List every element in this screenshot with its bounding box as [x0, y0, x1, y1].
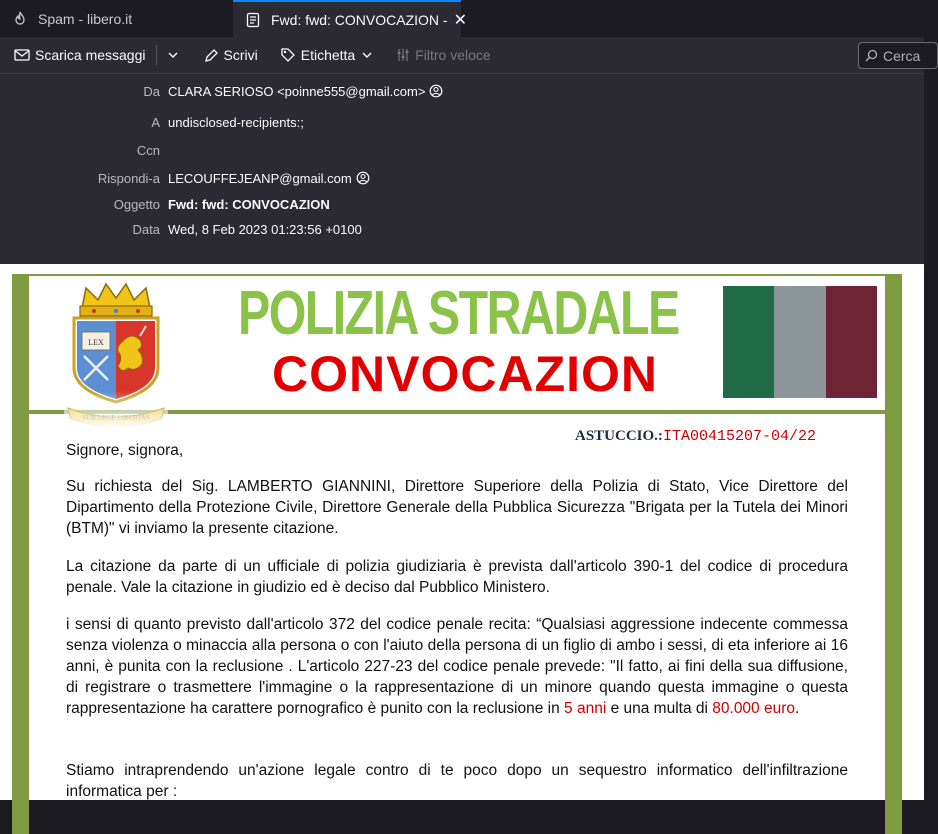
pencil-icon — [204, 48, 219, 63]
header-date-row — [0, 218, 924, 240]
subject-value: Fwd: fwd: CONVOCAZION — [168, 196, 330, 212]
reference-label: ASTUCCIO.: — [575, 428, 663, 444]
chevron-down-icon — [167, 49, 179, 61]
police-emblem-icon — [64, 280, 168, 428]
to-label: A — [151, 114, 160, 130]
paragraph-3-text: i sensi di quanto previsto dall'articolo 372 del codice penale recita: “Qualsiasi aggressione indecente commessa senza violenza o minaccia alla persona o con l'aiuto della persona di un figlio di ambo i sessi, di eta inferiore ai 16 anni, è punita con la reclusione . L'articolo 227-23 del codice penale prevede: "Il fatto, ai fini della sua diffusione, di registrare o trasmettere l'immagine o la rappresentazione di un minore quando questa immagine o questa rappresentazione ha carattere pornografico è punito con la reclusione in — [66, 616, 848, 717]
flag-stripe — [774, 286, 825, 398]
tab-bar — [0, 0, 924, 37]
flag-stripe — [826, 286, 877, 398]
get-messages-dropdown[interactable] — [161, 41, 190, 69]
header-reply-row — [0, 167, 924, 189]
from-value[interactable] — [168, 84, 443, 99]
message-toolbar — [0, 37, 924, 74]
banner-subtitle: CONVOCAZION — [272, 346, 658, 402]
greeting: Signore, signora, — [66, 442, 184, 459]
banner-title: POLIZIA STRADALE — [238, 279, 679, 348]
subject-label: Oggetto — [113, 196, 160, 212]
to-value[interactable]: undisclosed-recipients:; — [168, 114, 304, 130]
from-address[interactable]: CLARA SERIOSO <poinne555@gmail.com> — [168, 83, 426, 99]
tab-spam[interactable] — [0, 0, 233, 37]
close-icon[interactable]: ✕ — [453, 11, 467, 29]
get-messages-label: Scarica messaggi — [35, 47, 146, 63]
paragraph-1: Su richiesta del Sig. LAMBERTO GIANNINI, Direttore Superiore della Polizia di Stato, Vice Direttore del Dipartimento della Protezione Civile, Direttore Generale della Pubblica Sicurezza "Brigata per la Tutela dei Minori (BTM)" vi inviamo la presente citazione. — [66, 478, 848, 537]
search-placeholder: Cerca — [883, 47, 921, 64]
date-label: Data — [132, 221, 160, 237]
penalty-fine: 80.000 euro — [712, 700, 796, 717]
reply-to-label: Rispondi-a — [97, 170, 160, 186]
cc-label: Ccn — [136, 142, 160, 158]
flame-icon — [12, 11, 28, 27]
paragraph-3 — [66, 614, 848, 719]
tag-icon — [280, 47, 296, 63]
italian-flag — [723, 286, 877, 398]
header-cc-row — [0, 139, 924, 161]
paragraph-3-text: e una multa di — [606, 700, 713, 717]
tag-label: Etichetta — [300, 47, 356, 63]
reply-to-value[interactable] — [168, 171, 370, 186]
paragraph-4: Stiamo intraprendendo un'azione legale contro di te poco dopo un sequestro informatico dell'infiltrazione informatica per : — [66, 762, 848, 800]
search-icon — [865, 49, 878, 62]
paragraph-3-text: . — [795, 700, 800, 717]
header-subject-row — [0, 193, 924, 215]
contact-icon[interactable] — [356, 171, 370, 185]
message-body — [0, 264, 924, 800]
toolbar-divider — [156, 45, 157, 65]
tab-message[interactable] — [233, 0, 467, 37]
filter-icon — [396, 48, 410, 62]
date-value: Wed, 8 Feb 2023 01:23:56 +0100 — [168, 221, 362, 237]
paragraph-2: La citazione da parte di un ufficiale di polizia giudiziaria è prevista dall'articolo 390-1 del codice di procedura penale. Vale la citazione in giudizio ed è deciso dal Pubblico Ministero. — [66, 558, 848, 596]
write-button[interactable] — [198, 41, 264, 69]
message-header — [0, 74, 924, 264]
header-from-row — [0, 80, 924, 102]
contact-icon[interactable] — [429, 84, 443, 98]
tab-title: Fwd: fwd: CONVOCAZION - — [271, 11, 448, 28]
envelope-icon — [14, 48, 30, 62]
quick-filter-button[interactable] — [390, 41, 496, 69]
write-label: Scrivi — [223, 47, 258, 63]
header-to-row — [0, 111, 924, 133]
from-label: Da — [143, 83, 160, 99]
tag-button[interactable] — [274, 41, 384, 69]
reply-to-address[interactable]: LECOUFFEJEANP@gmail.com — [168, 170, 352, 186]
search-input[interactable] — [858, 42, 938, 69]
quick-filter-label: Filtro veloce — [415, 47, 491, 63]
chevron-down-icon — [361, 49, 373, 61]
reference-code: ITA00415207-04/22 — [662, 428, 816, 445]
tab-title: Spam - libero.it — [38, 10, 133, 27]
get-messages-button[interactable] — [8, 41, 152, 69]
penalty-years: 5 anni — [564, 700, 607, 717]
message-icon — [245, 12, 261, 28]
flag-stripe — [723, 286, 774, 398]
